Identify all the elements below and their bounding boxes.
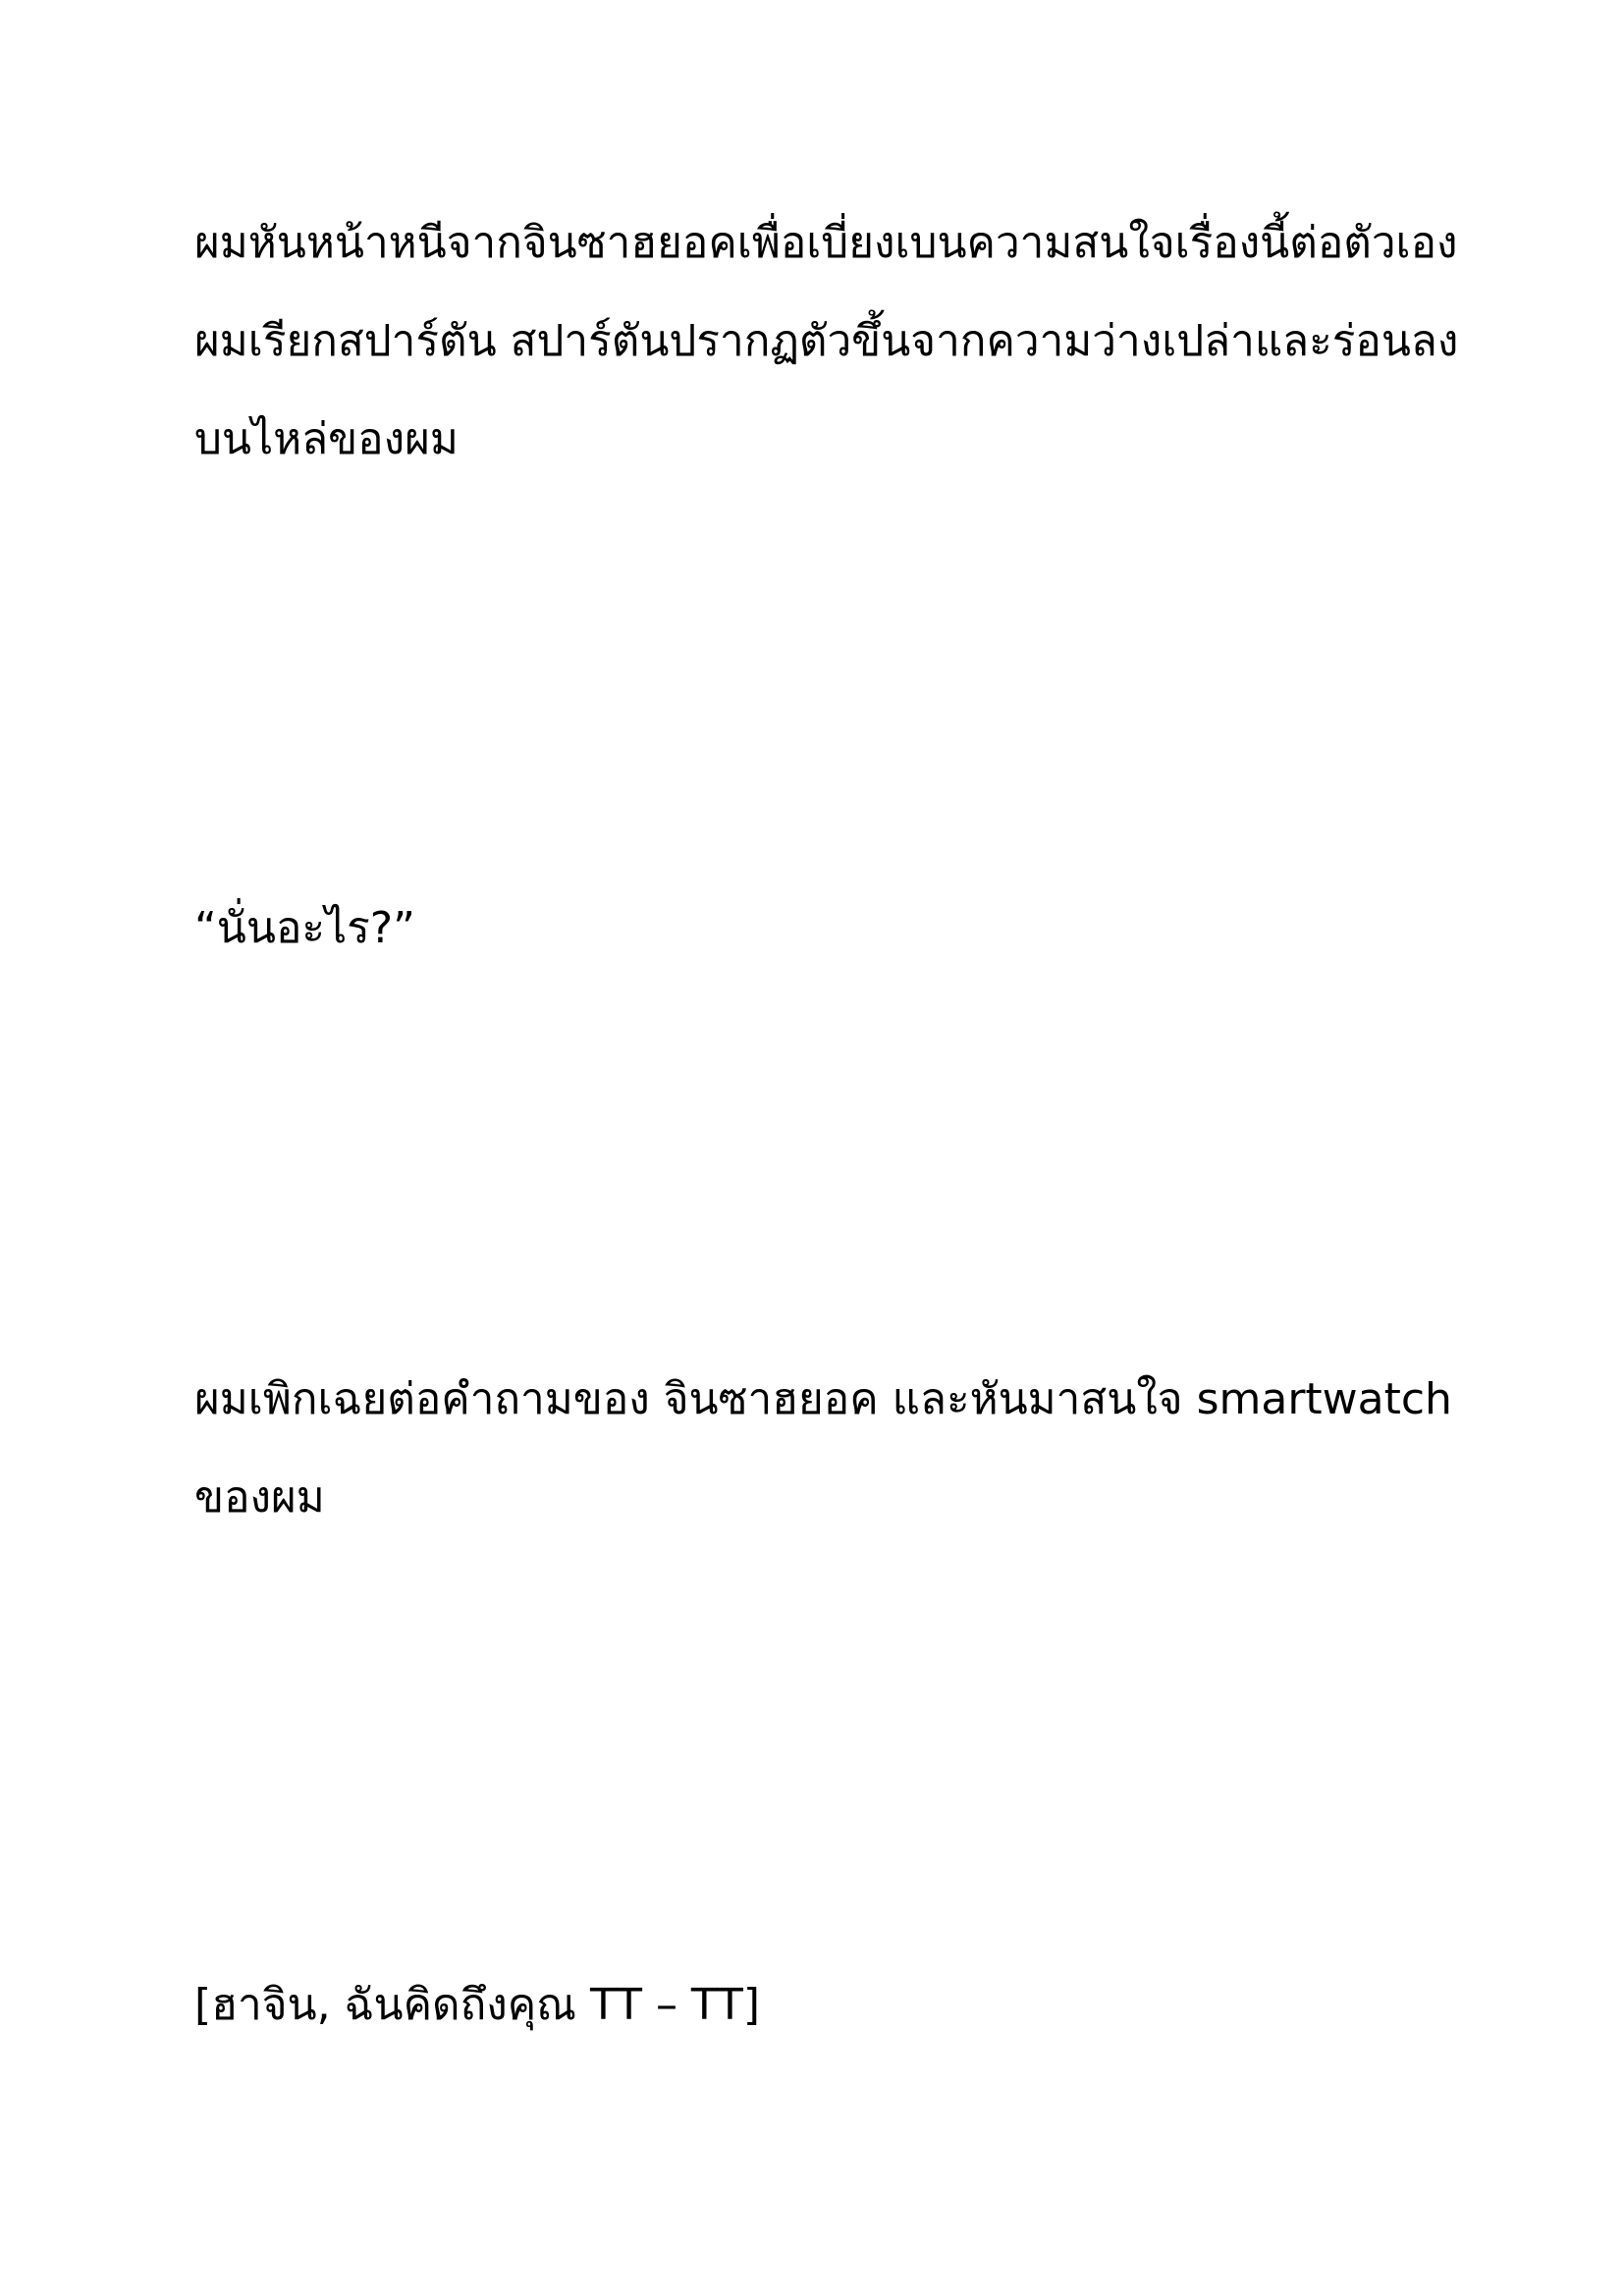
paragraph-narration-smartwatch: ผมเพิกเฉยต่อคำถามของ จินซาฮยอค และหันมาสนใจ smartwatch ของผม — [194, 1374, 1452, 1522]
paragraph-smartwatch-message: [ฮาจิน, ฉันคิดถึงคุณ TT – TT] — [194, 1980, 761, 2030]
paragraph-dialogue-question: “นั่นอะไร?” — [194, 903, 415, 953]
paragraph-narration-summon: ผมหันหน้าหนีจากจินซาฮยอคเพื่อเบี่ยงเบนความสนใจเรื่องนี้ต่อตัวเอง ผมเรียกสปาร์ตัน สปาร์ตันปรากฏตัวขึ้นจากความว่างเปล่าและร่อนลง บนไหล่ของผม — [194, 218, 1459, 464]
